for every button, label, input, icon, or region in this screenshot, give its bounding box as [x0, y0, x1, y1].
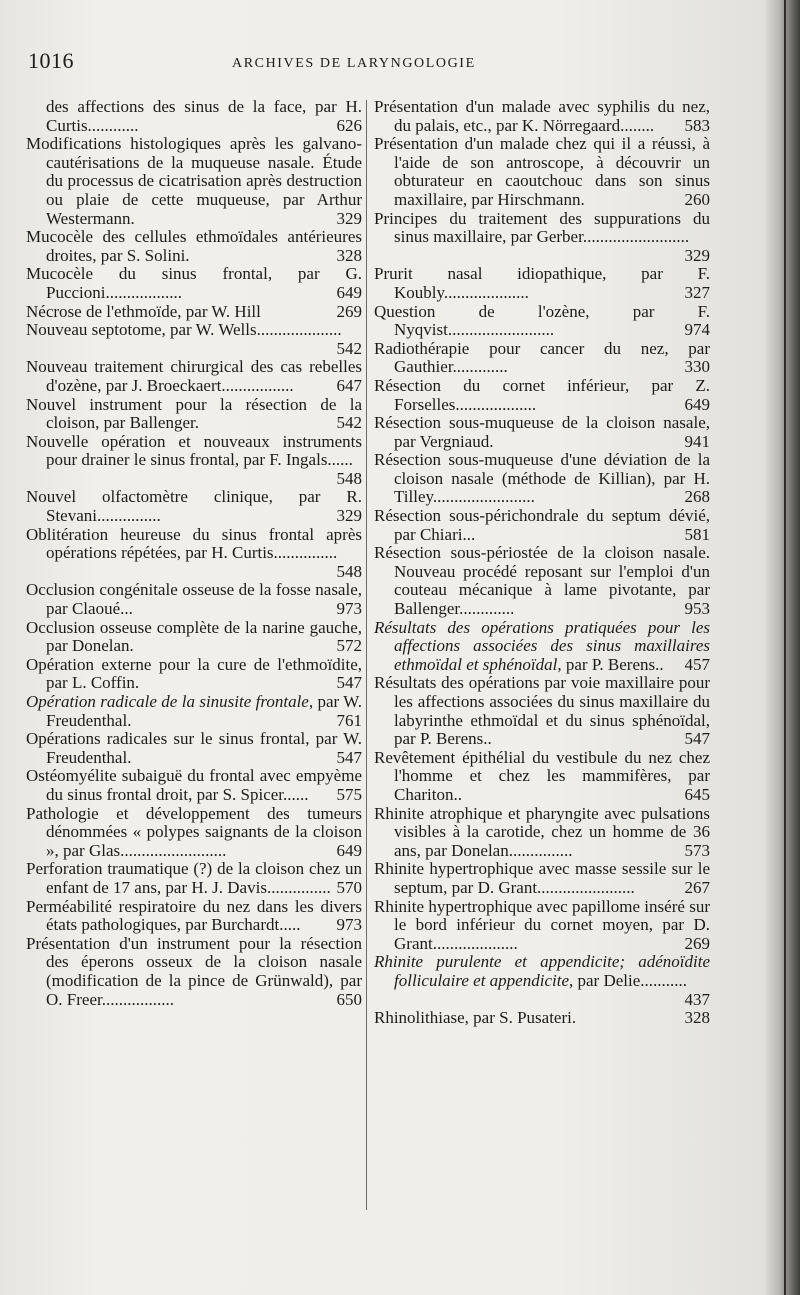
- index-entry: [26, 98, 362, 135]
- index-entry: [374, 674, 710, 748]
- index-entry: [26, 656, 362, 693]
- index-entry: [374, 953, 710, 1009]
- entry-page-number: 547: [336, 747, 362, 767]
- index-entry: [374, 265, 710, 302]
- index-entry: [26, 805, 362, 861]
- entry-page-number: 548: [336, 561, 362, 581]
- entry-page-number: 974: [684, 320, 710, 340]
- entry-page-number: 626: [336, 115, 362, 135]
- index-entry: [374, 135, 710, 209]
- entry-page-number: 269: [684, 933, 710, 953]
- entry-text: Principes du traitement des suppurations du sinus maxillaire, par Gerber.........................: [374, 208, 710, 247]
- entry-text: Revêtement épithélial du vestibule du nez chez l'homme et chez les mammifères, par Chariton..: [374, 747, 710, 804]
- entry-page-number: 330: [684, 357, 710, 377]
- entry-page-number: 548: [336, 468, 362, 488]
- index-entry: [374, 340, 710, 377]
- index-entry: [26, 693, 362, 730]
- entry-text: Rhinite hypertrophique avec masse sessile sur le septum, par D. Grant.......................: [374, 859, 710, 897]
- page-number: 1016: [28, 48, 74, 73]
- entry-page-number: 650: [336, 989, 362, 1009]
- entry-page-number: 761: [336, 710, 362, 730]
- entry-text: Prurit nasal idiopathique, par F. Koubly....................: [374, 264, 710, 302]
- entry-text: Nouvelle opération et nouveaux instruments pour drainer le sinus frontal, par F. Ingals......: [26, 431, 362, 470]
- index-entry: [26, 303, 362, 322]
- index-entry: [26, 860, 362, 897]
- entry-page-number: 649: [684, 394, 710, 414]
- entry-text: Perméabilité respiratoire du nez dans les divers états pathologiques, par Burchardt.....: [26, 896, 362, 935]
- entry-page-number: 269: [336, 301, 362, 321]
- entry-page-number: 329: [336, 506, 362, 526]
- index-entry: [374, 507, 710, 544]
- entry-text: Rhinite hypertrophique avec papillome inséré sur le bord inférieur du cornet moyen, par D. Grant....................: [374, 896, 710, 953]
- index-entry: [374, 805, 710, 861]
- entry-text: Opérations radicales sur le sinus frontal, par W. Freudenthal.: [26, 729, 362, 767]
- entry-text: Résection sous-périchondrale du septum dévié, par Chiari...: [374, 506, 710, 544]
- entry-text: Perforation traumatique (?) de la cloison chez un enfant de 17 ans, par H. J. Davis...............: [26, 859, 362, 897]
- entry-text: Mucocèle du sinus frontal, par G. Puccioni..................: [26, 264, 362, 302]
- entry-page-number: 583: [684, 115, 710, 135]
- entry-text: Résection sous-muqueuse de la cloison nasale, par Vergniaud.: [374, 413, 710, 451]
- entry-text: Présentation d'un malade chez qui il a réussi, à l'aide de son antroscope, à découvrir un obturateur en caoutchouc dans son sinus maxillaire, par Hirschmann.: [374, 134, 710, 209]
- index-entry: [26, 358, 362, 395]
- book-spine-edge: [766, 0, 800, 1295]
- entry-page-number: 570: [336, 877, 362, 897]
- entry-text: Résultats des opérations par voie maxillaire pour les affections associées du sinus maxillaire du labyrinthe ethmoïdal et du sinus sphénoïdal, par P. Berens..: [374, 673, 710, 749]
- index-entry: [26, 228, 362, 265]
- entry-page-number: 542: [336, 413, 362, 433]
- entry-page-number: 572: [336, 636, 362, 656]
- entry-page-number: 328: [684, 1008, 710, 1028]
- index-entry: [374, 619, 710, 675]
- entry-page-number: 457: [684, 654, 710, 674]
- entry-text: Nouveau septotome, par W. Wells....................: [26, 320, 342, 340]
- entry-page-number: 327: [684, 282, 710, 302]
- entry-page-number: 581: [684, 524, 710, 544]
- index-entry: [26, 396, 362, 433]
- entry-text: Mucocèle des cellules ethmoïdales antérieures droites, par S. Solini.: [26, 227, 362, 265]
- entry-text: Occlusion congénitale osseuse de la fosse nasale, par Claoué...: [26, 580, 362, 619]
- page-header: [28, 48, 748, 78]
- entry-text: Nouvel olfactomètre clinique, par R. Stevani...............: [26, 487, 362, 526]
- entry-page-number: 329: [684, 245, 710, 265]
- entry-text: Résection sous-périostée de la cloison nasale. Nouveau procédé reposant sur l'emploi d'un couteau mécanique à lame pivotante, par Ballenger.............: [374, 543, 710, 619]
- index-entry: [26, 898, 362, 935]
- entry-text: Nouvel instrument pour la résection de la cloison, par Ballenger.: [26, 394, 362, 433]
- entry-text: Opération externe pour la cure de l'ethmoïdite, par L. Coffin.: [26, 654, 362, 693]
- entry-page-number: 953: [684, 599, 710, 619]
- entry-page-number: 267: [684, 877, 710, 897]
- index-entry: [374, 860, 710, 897]
- entry-text: Oblitération heureuse du sinus frontal après opérations répétées, par H. Curtis...............: [26, 524, 362, 563]
- right-column: [374, 98, 710, 1028]
- running-title: ARCHIVES DE LARYNGOLOGIE: [232, 56, 476, 71]
- entry-page-number: 573: [684, 840, 710, 860]
- entry-page-number: 547: [336, 673, 362, 693]
- index-entry: [26, 730, 362, 767]
- entry-page-number: 649: [336, 282, 362, 302]
- entry-text: Résection sous-muqueuse d'une déviation de la cloison nasale (méthode de Killian), par H. Tilley........................: [374, 450, 710, 507]
- entry-text: Opération radicale de la sinusite frontale, par W. Freudenthal.: [26, 692, 363, 730]
- entry-text: Rhinite purulente et appendicite; adénoïdite folliculaire et appendicite, par Delie...........: [374, 952, 710, 990]
- index-entry: [374, 749, 710, 805]
- entry-text: Radiothérapie pour cancer du nez, par Gauthier.............: [374, 338, 710, 377]
- entry-text: Pathologie et développement des tumeurs dénommées « polypes saignants de la cloison », par Glas.........................: [26, 803, 362, 860]
- entry-page-number: 329: [336, 208, 362, 228]
- index-entry: [26, 135, 362, 228]
- entry-text: Rhinolithiase, par S. Pusateri.: [374, 1008, 577, 1028]
- entry-text: Question de l'ozène, par F. Nyqvist.........................: [374, 301, 710, 340]
- entry-text: Nouveau traitement chirurgical des cas rebelles d'ozène, par J. Broeckaert.................: [26, 357, 362, 395]
- index-entry: [374, 303, 710, 340]
- entry-page-number: 260: [684, 189, 710, 209]
- entry-page-number: 941: [684, 431, 710, 451]
- entry-page-number: 973: [336, 599, 362, 619]
- entry-text: Rhinite atrophique et pharyngite avec pulsations visibles à la carotide, chez un homme de 36 ans, par Donelan...............: [374, 803, 710, 860]
- index-entry: [26, 265, 362, 302]
- entry-text: Résection du cornet inférieur, par Z. Forselles...................: [374, 375, 710, 414]
- entry-page-number: 645: [684, 784, 710, 804]
- index-entry: [26, 935, 362, 1009]
- entry-text: des affections des sinus de la face, par H. Curtis............: [46, 97, 362, 135]
- entry-page-number: 542: [336, 338, 362, 358]
- entry-text: Nécrose de l'ethmoïde, par W. Hill: [26, 301, 261, 321]
- index-entry: [374, 414, 710, 451]
- entry-page-number: 647: [336, 375, 362, 395]
- entry-page-number: 328: [336, 245, 362, 265]
- index-entry: [26, 488, 362, 525]
- index-entry: [374, 898, 710, 954]
- index-entry: [374, 377, 710, 414]
- index-entry: [26, 619, 362, 656]
- entry-text: Présentation d'un instrument pour la résection des éperons osseux de la cloison nasale (modification de la pince de Grünwald), par O. Freer.................: [26, 933, 362, 1009]
- column-divider: [366, 100, 367, 1210]
- entry-page-number: 973: [336, 915, 362, 935]
- index-entry: [26, 767, 362, 804]
- entry-text: Ostéomyélite subaiguë du frontal avec empyème du sinus frontal droit, par S. Spicer......: [26, 766, 362, 804]
- entry-page-number: 547: [684, 729, 710, 749]
- entry-page-number: 649: [336, 840, 362, 860]
- entry-page-number: 437: [684, 989, 710, 1009]
- left-column: [26, 98, 362, 1009]
- entry-text: Modifications histologiques après les galvano-cautérisations de la muqueuse nasale. Étude du processus de cicatrisation après destruction ou plaie de cette muqueuse, par Arthur Westermann.: [26, 134, 362, 228]
- entry-text: Résultats des opérations pratiquées pour les affections associées des sinus maxillaires ethmoïdal et sphénoïdal, par P. Berens..: [374, 617, 710, 674]
- entry-text: Présentation d'un malade avec syphilis du nez, du palais, etc., par K. Nörregaard........: [374, 97, 710, 135]
- index-entry: [374, 544, 710, 618]
- index-entry: [26, 433, 362, 489]
- index-entry: [374, 98, 710, 135]
- entry-text: Occlusion osseuse complète de la narine gauche, par Donelan.: [26, 617, 362, 656]
- page-edge-line: [784, 0, 786, 1295]
- index-entry: [374, 210, 710, 266]
- index-entry: [26, 581, 362, 618]
- entry-page-number: 575: [336, 784, 362, 804]
- entry-page-number: 268: [684, 487, 710, 507]
- index-entry: [26, 321, 362, 358]
- index-entry: [26, 526, 362, 582]
- index-entry: [374, 451, 710, 507]
- index-entry: [374, 1009, 710, 1028]
